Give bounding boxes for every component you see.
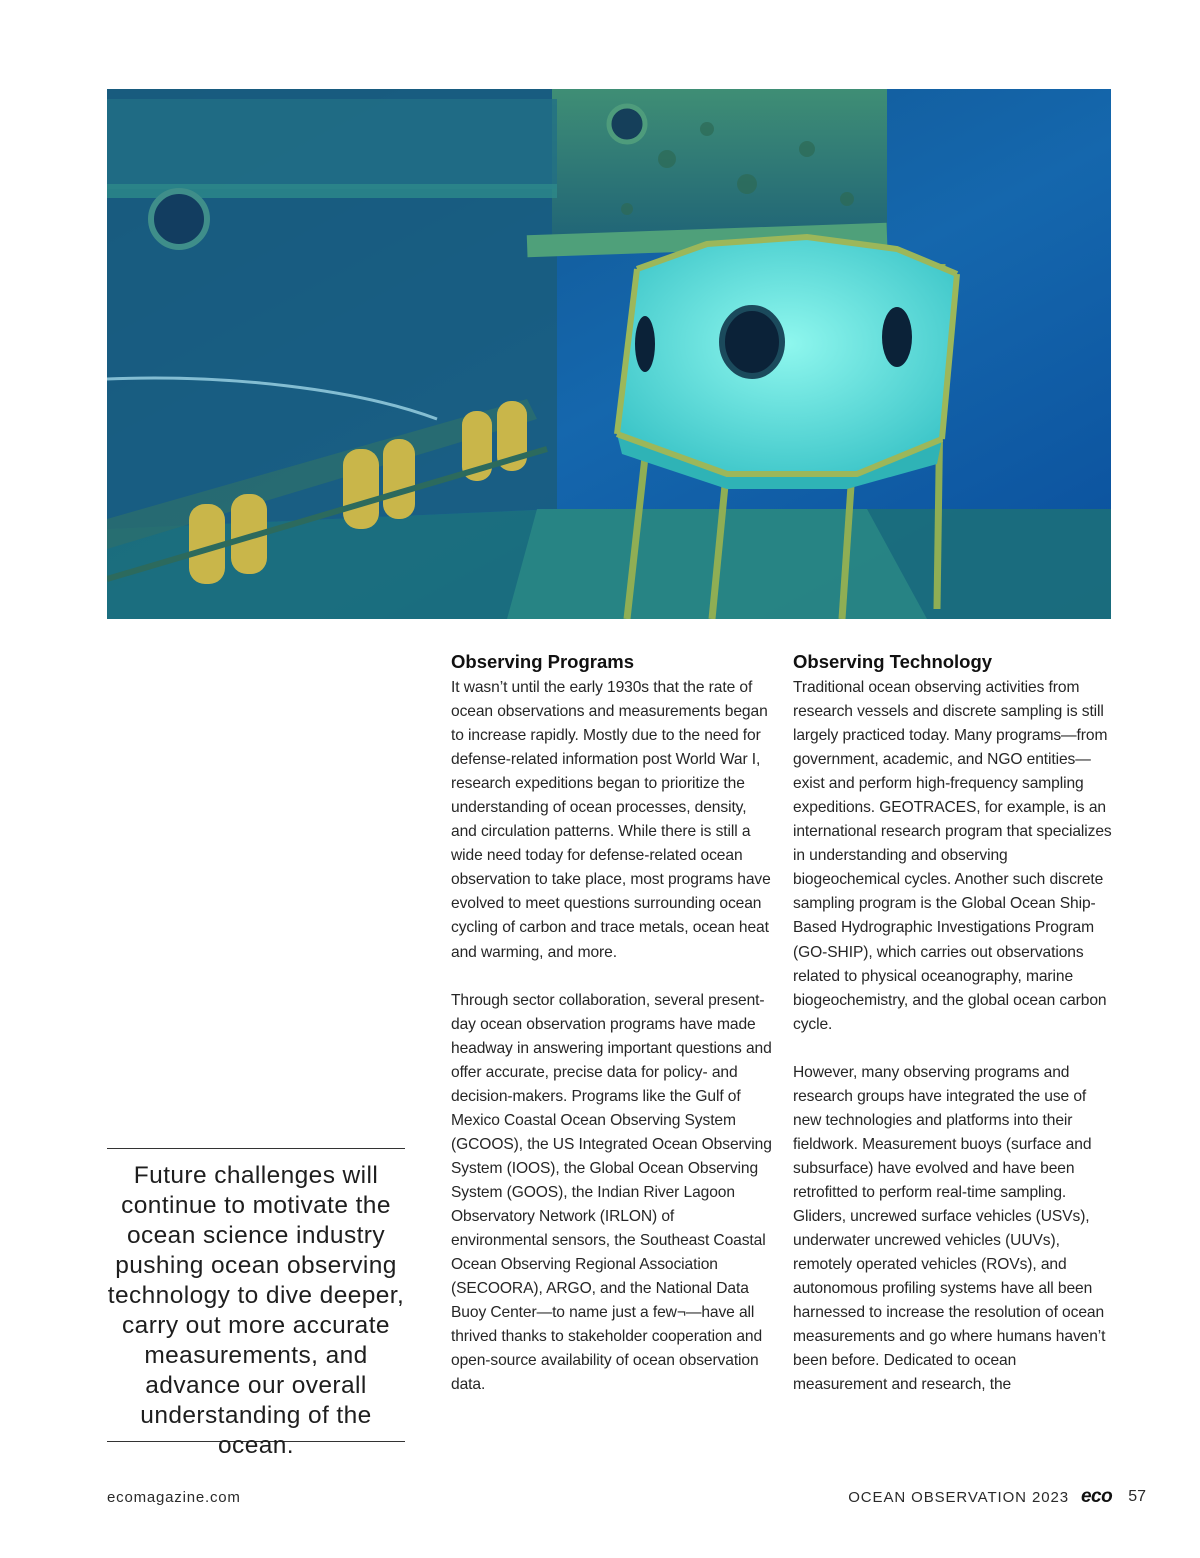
- pull-quote-text: Future challenges will continue to motivate the ocean science industry pushing ocean observing technology to dive deeper, carry out more accurate measurements, and advance our overall understanding of the ocean.: [107, 1162, 405, 1459]
- observing-programs-column: [451, 650, 773, 1421]
- footer-folio: [848, 1486, 1146, 1508]
- footer-website: ecomagazine.com: [107, 1489, 241, 1506]
- observing-programs-heading: Observing Programs: [451, 651, 635, 672]
- observing-technology-column: [793, 650, 1113, 1421]
- footer-section-title: OCEAN OBSERVATION 2023: [848, 1488, 1069, 1506]
- pull-quote: [107, 1148, 405, 1459]
- observing-technology-paragraph-2: However, many observing programs and research groups have integrated the use of new technologies and platforms into their fieldwork. Measurement buoys (surface and subsurface) have evolved and have been retrofitted to perform real-time sampling. Gliders, uncrewed surface vehicles (USVs), underwater uncrewed vehicles (UUVs), remotely operated vehicles (ROVs), and autonomous profiling systems have all been harnessed to increase the resolution of ocean measurements and go where humans haven’t been before. Dedicated to ocean measurement and research, the: [793, 1063, 1106, 1394]
- underwater-habitat-photo: [107, 89, 1111, 619]
- observing-programs-paragraph-2: Through sector collaboration, several present-day ocean observation programs have made headway in answering important questions and offer accurate, precise data for policy- and decision-makers. Programs like the Gulf of Mexico Coastal Ocean Observing System (GCOOS), the US Integrated Ocean Observing System (IOOS), the Global Ocean Observing System (GOOS), the Indian River Lagoon Observatory Network (IRLON) of environmental sensors, the Southeast Coastal Ocean Observing Regional Association (SECOORA), ARGO, and the National Data Buoy Center—to name just a few¬—have all thrived thanks to stakeholder cooperation and open-source availability of ocean observation data.: [451, 991, 772, 1394]
- observing-technology-paragraph-1: Traditional ocean observing activities from research vessels and discrete sampling is still largely practiced today. Many programs—from government, academic, and NGO entities—exist and perform high-frequency sampling expeditions. GEOTRACES, for example, is an international research program that specializes in understanding and observing biogeochemical cycles. Another such discrete sampling program is the Global Ocean Ship-Based Hydrographic Investigations Program (GO-SHIP), which carries out observations related to physical oceanography, marine biogeochemistry, and the global ocean carbon cycle.: [793, 679, 1112, 1033]
- page-number: 57: [1128, 1488, 1146, 1505]
- observing-technology-heading: Observing Technology: [793, 651, 993, 672]
- observing-programs-paragraph-1: It wasn’t until the early 1930s that the rate of ocean observations and measurements began to increase rapidly. Mostly due to the need for defense-related information post World War I, research expeditions began to prioritize the understanding of ocean processes, density, and circulation patterns. While there is still a wide need today for defense-related ocean observation to take place, most programs have evolved to meet questions surrounding ocean cycling of carbon and trace metals, ocean heat and warming, and more.: [451, 679, 771, 961]
- eco-logo: eco: [1080, 1486, 1113, 1507]
